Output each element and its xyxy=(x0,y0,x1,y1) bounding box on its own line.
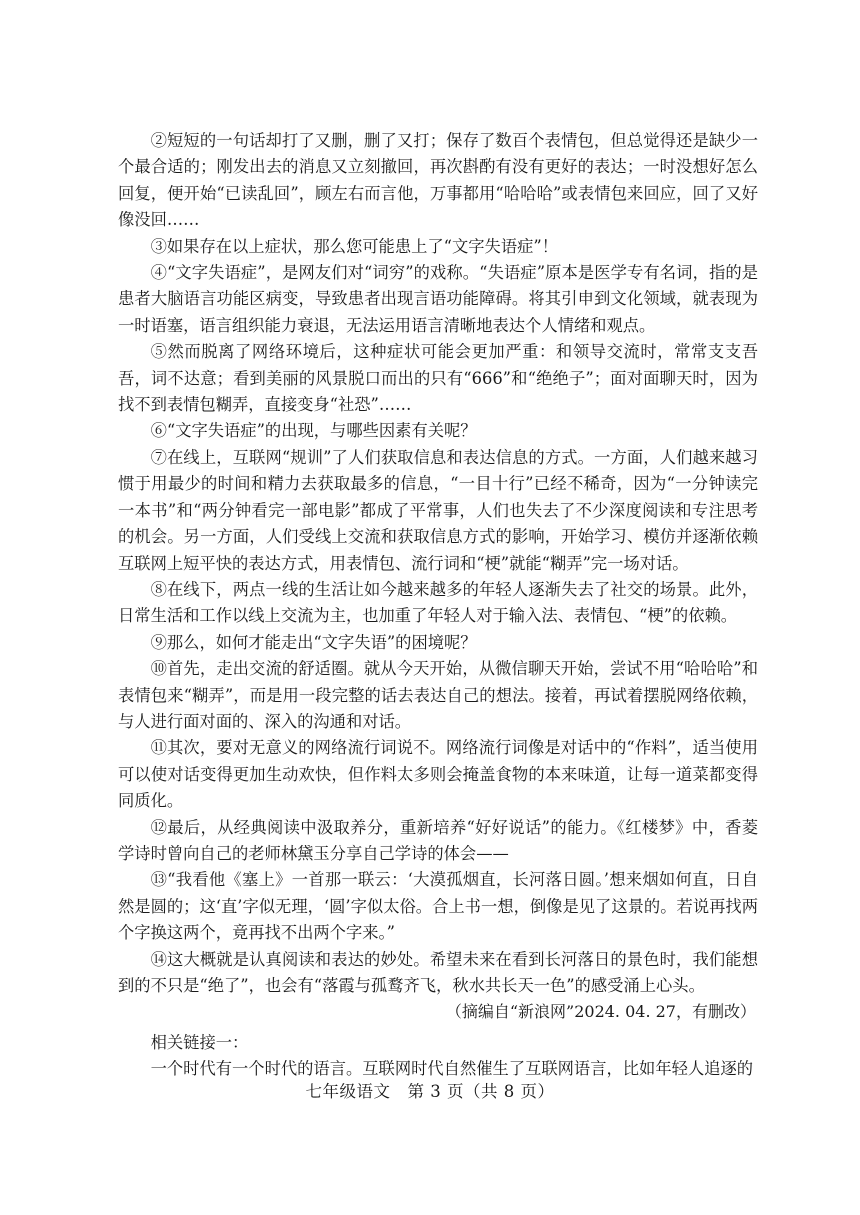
related-link-text: 一个时代有一个时代的语言。互联网时代自然催生了互联网语言，比如年轻人追逐的 xyxy=(150,1059,754,1079)
paragraph-11: ⑪其次，要对无意义的网络流行词说不。网络流行词像是对话中的“作料”，适当使用可以使对话变得更加生动欢快，但作料太多则会掩盖食物的本来味道，让每一道菜都变得同质化。 xyxy=(118,738,758,811)
related-link-title: 相关链接一： xyxy=(150,1032,249,1052)
paragraph-5: ⑤然而脱离了网络环境后，这种症状可能会更加严重：和领导交流时，常常支支吾吾，词不达意；看到美丽的风景脱口而出的只有“666”和“绝绝子”；面对面聊天时，因为找不到表情包糊弄，直接变身“社恐”…… xyxy=(118,342,758,415)
article-body xyxy=(118,128,758,1083)
page-footer: 七年级语文 第 3 页（共 8 页） xyxy=(305,1082,555,1101)
paragraph-12: ⑫最后，从经典阅读中汲取养分，重新培养“好好说话”的能力。《红楼梦》中，香菱学诗时曾向自己的老师林黛玉分享自己学诗的体会—— xyxy=(118,817,758,863)
paragraph-2: ②短短的一句话却打了又删，删了又打；保存了数百个表情包，但总觉得还是缺少一个最合适的；刚发出去的消息又立刻撤回，再次斟酌有没有更好的表达；一时没想好怎么回复，便开始“已读乱回”，顾左右而言他，万事都用“哈哈哈”或表情包来回应，回了又好像没回…… xyxy=(118,131,758,230)
paragraph-9: ⑨那么，如何才能走出“文字失语”的困境呢？ xyxy=(150,632,477,652)
paragraph-4: ④“文字失语症”，是网友们对“词穷”的戏称。“失语症”原本是医学专有名词，指的是患者大脑语言功能区病变，导致患者出现言语功能障碍。将其引申到文化领域，就表现为一时语塞，语言组织能力衰退，无法运用语言清晰地表达个人情绪和观点。 xyxy=(118,263,758,335)
paragraph-14: ⑭这大概就是认真阅读和表达的妙处。希望未来在看到长河落日的景色时，我们能想到的不只是“绝了”，也会有“落霞与孤鹜齐飞，秋水共长天一色”的感受涌上心头。 xyxy=(118,949,758,995)
paragraph-13: ⑬“我看他《塞上》一首那一联云：‘大漠孤烟直，长河落日圆。’想来烟如何直，日自然是圆的；这‘直’字似无理，‘圆’字似太俗。合上书一想，倒像是见了这景的。若说再找两个字换这两个，竟再找不出两个字来。” xyxy=(118,870,758,943)
paragraph-6: ⑥“文字失语症”的出现，与哪些因素有关呢？ xyxy=(150,421,477,441)
paragraph-3: ③如果存在以上症状，那么您可能患上了“文字失语症”！ xyxy=(150,236,558,256)
paragraph-7: ⑦在线上，互联网“规训”了人们获取信息和表达信息的方式。一方面，人们越来越习惯于用最少的时间和精力去获取最多的信息，“一目十行”已经不稀奇，因为“一分钟读完一本书”和“两分钟看完一部电影”都成了平常事，人们也失去了不少深度阅读和专注思考的机会。另一方面，人们受线上交流和获取信息方式的影响，开始学习、模仿并逐渐依赖互联网上短平快的表达方式，用表情包、流行词和“梗”就能“糊弄”完一场对话。 xyxy=(118,447,758,573)
source-citation: （摘编自“新浪网”2024. 04. 27，有删改） xyxy=(445,1002,756,1022)
paragraph-10: ⑩首先，走出交流的舒适圈。就从今天开始，从微信聊天开始，尝试不用“哈哈哈”和表情包来“糊弄”，而是用一段完整的话去表达自己的想法。接着，再试着摆脱网络依赖，与人进行面对面的、深入的沟通和对话。 xyxy=(118,659,758,731)
paragraph-8: ⑧在线下，两点一线的生活让如今越来越多的年轻人逐渐失去了社交的场景。此外，日常生活和工作以线上交流为主，也加重了年轻人对于输入法、表情包、“梗”的依赖。 xyxy=(118,579,758,626)
